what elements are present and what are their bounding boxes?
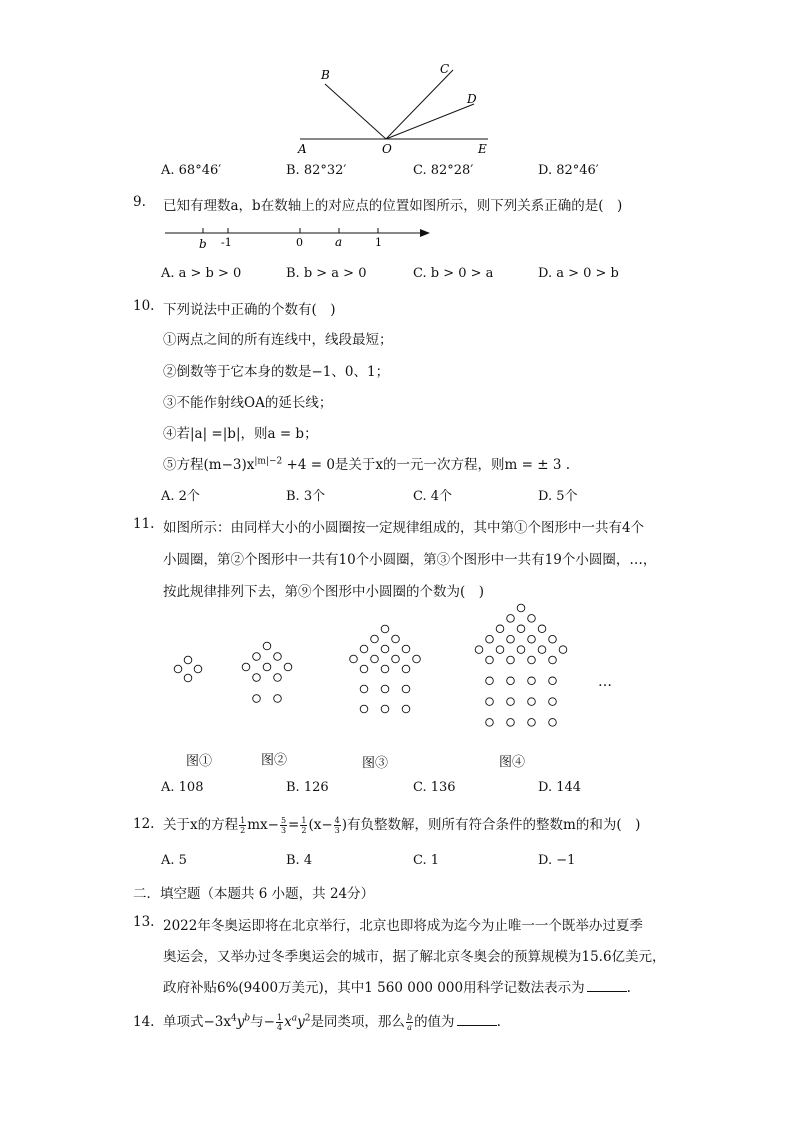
q14-stem: 单项式$-3x^4y^b$与− $\frac{1}{4}$ $x^ay^2$是同类项，那么 $\frac{b}{a}$ 的值为 .: [163, 1013, 501, 1032]
small-circle-fig3: [371, 655, 379, 663]
exponent: |m|−2: [254, 456, 283, 467]
q9-option-b[interactable]: B. b > a > 0: [286, 266, 367, 281]
q10-statement-1: ①两点之间的所有连线中，线段最短；: [163, 332, 393, 348]
q12-option-a[interactable]: A. 5: [161, 853, 187, 868]
figure-label-4: 图④: [499, 755, 526, 770]
q9-option-a[interactable]: A. a > b > 0: [161, 266, 242, 281]
label-d: D: [467, 92, 477, 106]
figure-label-1: 图①: [186, 754, 213, 769]
ray-oc: [386, 70, 453, 139]
figure-label-3: 图③: [362, 756, 389, 771]
q9-option-c[interactable]: C. b > 0 > a: [413, 266, 494, 281]
small-circle-fig4: [559, 646, 567, 654]
small-circle-fig3: [413, 655, 421, 663]
q12-number: 12.: [133, 816, 155, 832]
q8-option-c[interactable]: C. 82°28′: [413, 163, 474, 178]
label-b: B: [321, 68, 330, 82]
small-circle-fig3: [381, 665, 389, 673]
small-circle-fig3: [402, 685, 410, 693]
small-circle-fig1: [184, 674, 192, 682]
nl-b: b: [199, 237, 207, 251]
ray-ob: [325, 84, 386, 139]
small-circle-fig4: [538, 646, 546, 654]
figure-label-2: 图②: [261, 753, 288, 768]
small-circle-fig2: [263, 663, 271, 671]
q9-option-d[interactable]: D. a > 0 > b: [538, 266, 619, 281]
small-circle-fig4: [486, 719, 494, 727]
label-e: E: [478, 142, 487, 156]
number-line: [160, 222, 440, 254]
small-circle-fig3: [360, 645, 368, 653]
small-circle-fig4: [507, 677, 515, 685]
small-circle-fig4: [517, 604, 525, 612]
small-circle-fig4: [486, 656, 494, 664]
q9-number: 9.: [133, 194, 146, 210]
q11-option-d[interactable]: D. 144: [538, 780, 582, 795]
small-circle-fig3: [392, 655, 400, 663]
small-circle-fig3: [381, 625, 389, 633]
q11-line-2: 小圆圈，第②个图形中一共有10个小圆圈，第③个图形中一共有19个小圆圈，…，: [163, 552, 657, 568]
figures-ellipsis: …: [598, 674, 614, 690]
small-circle-fig3: [350, 655, 358, 663]
small-circle-fig3: [360, 685, 368, 693]
q11-number: 11.: [133, 516, 155, 532]
small-circle-fig3: [381, 685, 389, 693]
q10-statement-4: ④若|a| =|b|，则a = b；: [163, 426, 318, 442]
small-circle-fig4: [507, 615, 515, 623]
q12-option-b[interactable]: B. 4: [286, 853, 313, 868]
q8-option-a[interactable]: A. 68°46′: [161, 163, 222, 178]
small-circle-fig4: [549, 635, 557, 643]
angle-figure: [290, 58, 510, 158]
small-circle-fig4: [528, 656, 536, 664]
ray-od: [386, 104, 474, 139]
q8-option-d[interactable]: D. 82°46′: [538, 163, 599, 178]
small-circle-fig4: [507, 656, 515, 664]
small-circle-fig4: [517, 625, 525, 633]
small-circle-fig3: [392, 635, 400, 643]
small-circle-fig4: [549, 719, 557, 727]
label-o: O: [382, 142, 392, 156]
small-circle-fig4: [528, 677, 536, 685]
small-circle-fig2: [253, 674, 261, 682]
small-circle-fig3: [381, 705, 389, 713]
q11-option-a[interactable]: A. 108: [161, 780, 204, 795]
small-circle-fig1: [184, 656, 192, 664]
small-circle-fig4: [528, 719, 536, 727]
label-a: A: [298, 142, 307, 156]
small-circle-fig1: [174, 665, 182, 673]
q11-line-1: 如图所示：由同样大小的小圆圈按一定规律组成的，其中第①个图形中一共有4个: [163, 520, 645, 536]
q12-stem: 关于x的方程 $\frac{1}{2}$ mx− $\frac{5}{3}$ = $\frac{1}{2}$ (x− $\frac{4}{3}$ )有负整数解，则所有符合条件的整数m的和为( ): [163, 816, 641, 835]
small-circle-fig4: [549, 698, 557, 706]
small-circle-fig4: [475, 646, 483, 654]
circle-pattern-figures: [160, 598, 640, 728]
q9-stem: 已知有理数a，b在数轴上的对应点的位置如图所示，则下列关系正确的是( ): [163, 198, 623, 214]
nl-neg1: -1: [221, 236, 232, 249]
small-circle-fig4: [507, 719, 515, 727]
small-circle-fig2: [253, 653, 261, 661]
q11-option-c[interactable]: C. 136: [413, 780, 456, 795]
small-circle-fig3: [402, 705, 410, 713]
q8-option-b[interactable]: B. 82°32′: [286, 163, 347, 178]
small-circle-fig4: [528, 615, 536, 623]
answer-blank[interactable]: [587, 991, 627, 992]
small-circle-fig4: [528, 635, 536, 643]
small-circle-fig2: [274, 674, 282, 682]
q12-option-c[interactable]: C. 1: [413, 853, 440, 868]
q12-option-d[interactable]: D. −1: [538, 853, 576, 868]
small-circle-fig4: [549, 677, 557, 685]
section-heading: 二．填空题（本题共 6 小题，共 24分）: [133, 886, 375, 902]
small-circle-fig4: [507, 635, 515, 643]
small-circle-fig3: [360, 705, 368, 713]
small-circle-fig4: [528, 698, 536, 706]
small-circle-fig4: [496, 646, 504, 654]
q10-option-c[interactable]: C. 4个: [413, 489, 453, 504]
q10-statement-2: ②倒数等于它本身的数是−1、0、1；: [163, 364, 390, 380]
small-circle-fig3: [402, 645, 410, 653]
q11-option-b[interactable]: B. 126: [286, 780, 329, 795]
q11-line-3: 按此规律排列下去，第⑨个图形中小圆圈的个数为( ): [163, 584, 485, 600]
q13-line-3: 政府补贴6%(9400万美元)，其中1 560 000 000用科学记数法表示为 .: [163, 980, 631, 996]
q10-option-b[interactable]: B. 3个: [286, 489, 326, 504]
q10-stem: 下列说法中正确的个数有( ): [163, 302, 336, 318]
small-circle-fig4: [486, 698, 494, 706]
small-circle-fig2: [274, 653, 282, 661]
small-circle-fig4: [496, 625, 504, 633]
small-circle-fig4: [517, 646, 525, 654]
nl-one: 1: [375, 236, 382, 249]
small-circle-fig2: [284, 663, 292, 671]
small-circle-fig4: [486, 677, 494, 685]
q13-line-2: 奥运会，又举办过冬季奥运会的城市，据了解北京冬奥会的预算规模为15.6亿美元，: [163, 949, 666, 965]
small-circle-fig3: [381, 645, 389, 653]
arrow-head: [420, 229, 430, 237]
small-circle-fig4: [507, 698, 515, 706]
small-circle-fig1: [194, 665, 202, 673]
q10-number: 10.: [133, 298, 155, 314]
answer-blank[interactable]: [457, 1025, 497, 1026]
label-c: C: [440, 62, 450, 76]
q10-option-a[interactable]: A. 2个: [161, 489, 200, 504]
q10-statement-5: ⑤方程$(m-3)x^{|m|-2} +4 = 0$是关于x的一元一次方程，则m = ± 3 .: [163, 456, 570, 473]
small-circle-fig4: [538, 625, 546, 633]
q10-statement-3: ③不能作射线OA的延长线；: [163, 395, 333, 411]
small-circle-fig4: [549, 656, 557, 664]
q14-number: 14.: [133, 1014, 155, 1030]
small-circle-fig2: [274, 695, 282, 703]
nl-a: a: [335, 235, 343, 249]
small-circle-fig3: [360, 665, 368, 673]
small-circle-fig4: [486, 635, 494, 643]
q13-line-1: 2022年冬奥运即将在北京举行，北京也即将成为迄今为止唯一一个既举办过夏季: [163, 918, 643, 934]
small-circle-fig3: [371, 635, 379, 643]
nl-zero: 0: [296, 236, 303, 249]
q13-number: 13.: [133, 914, 155, 930]
small-circle-fig2: [242, 663, 250, 671]
small-circle-fig2: [253, 695, 261, 703]
q10-option-d[interactable]: D. 5个: [538, 489, 578, 504]
small-circle-fig3: [402, 665, 410, 673]
small-circle-fig2: [263, 642, 271, 650]
